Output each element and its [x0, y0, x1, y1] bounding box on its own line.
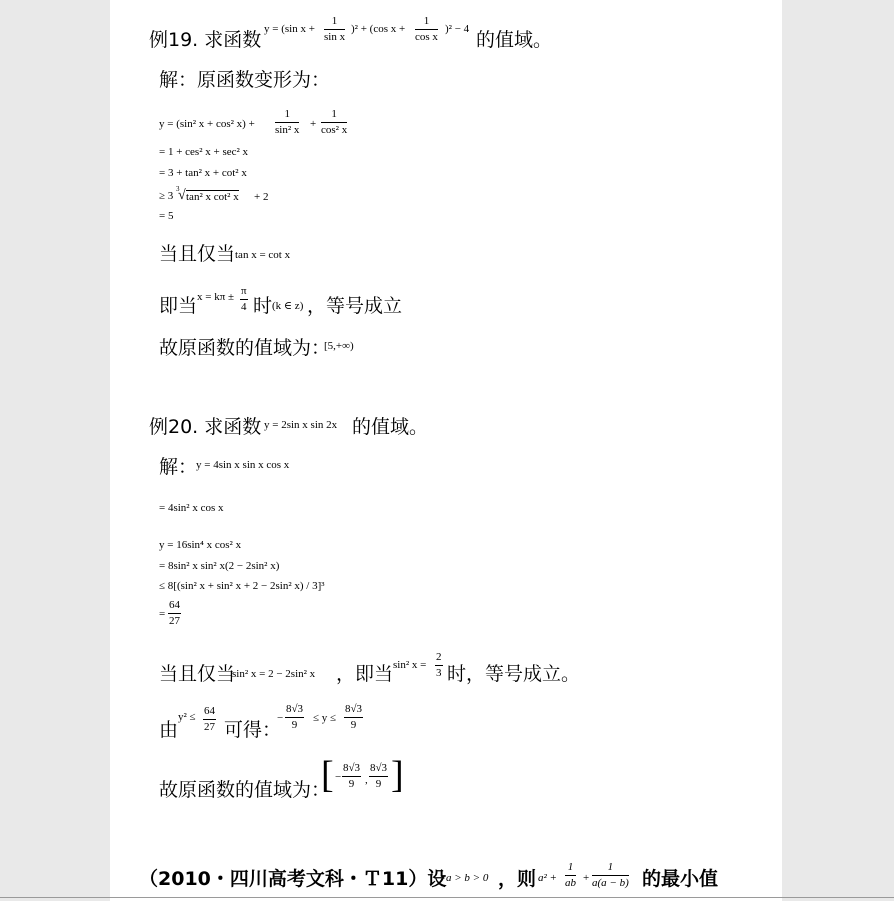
ex19-when-label: 即当 [159, 295, 198, 317]
ex19-step1-frac1: $\frac{1}{\text{sin² x}}$ [275, 108, 300, 136]
ex20-step0: y = 4sin x sin x cos x [196, 459, 290, 471]
ex20-condition-formula: sin² x = 2 − 2sin² x [232, 668, 316, 680]
next-problem-tail: 的最小值 [642, 868, 719, 890]
ex20-step4: ≤ 8[(sin² x + sin² x + 2 − 2sin² x) / 3]³ [159, 580, 325, 592]
ex19-when-k: (k ∈ z) [272, 300, 304, 312]
bottom-divider [0, 897, 894, 898]
ex20-range-comma: , [365, 774, 368, 786]
ex19-formula-y: y = (sin x + [264, 23, 315, 35]
ex19-suffix: 的值域。 [476, 29, 553, 51]
ex19-formula-frac1: $\frac{1}{\text{sin x}}$ [324, 15, 346, 43]
next-problem-condition: a > b > 0 [446, 872, 489, 884]
ex20-range-frac2: $\frac{8√3}{9}$ [370, 762, 388, 790]
ex19-step1-frac2: $\frac{1}{\text{cos² x}}$ [321, 108, 348, 136]
next-problem-mid: ，则 [498, 868, 537, 890]
next-problem-plus: + [583, 872, 590, 884]
next-problem-source: （2010・四川高考文科・Ｔ11）设 [139, 868, 447, 890]
ex20-range-open-bracket: [ [321, 754, 334, 796]
ex20-get-frac2: $\frac{8√3}{9}$ [345, 703, 363, 731]
ex20-condition-mid: ，即当 [336, 663, 394, 685]
ex20-formula: y = 2sin x sin 2x [264, 419, 338, 431]
ex19-formula-end: )² − 4 [445, 23, 470, 35]
ex20-range-minus: − [335, 771, 342, 783]
ex19-title: 例19. 求函数 [149, 29, 262, 51]
ex19-step4-root-index: 3 [176, 185, 180, 193]
ex20-from-label: 由 [159, 719, 179, 741]
ex20-step5-eq: = [159, 608, 166, 620]
ex20-get-label: 可得： [224, 719, 282, 741]
ex20-get-mid: ≤ y ≤ [313, 712, 337, 724]
ex19-when-formula: x = kπ ± [197, 291, 235, 303]
next-problem-frac2: $\frac{1}{a(a - b)}$ [592, 861, 629, 889]
ex19-condition-label: 当且仅当 [159, 243, 236, 265]
ex20-from-frac: $\frac{64}{27}$ [204, 705, 215, 733]
ex19-solution-label: 解：原函数变形为： [159, 69, 331, 91]
ex19-range-value: [5,+∞) [324, 340, 354, 352]
ex20-condition-label: 当且仅当 [159, 663, 236, 685]
ex20-title: 例20. 求函数 [149, 416, 262, 438]
ex20-get-minus: − [277, 712, 284, 724]
document-page [110, 0, 782, 901]
ex19-step1-plus: + [310, 118, 317, 130]
ex20-step2: y = 16sin⁴ x cos² x [159, 539, 242, 551]
ex19-step4-radicand: tan² x cot² x [186, 191, 239, 203]
ex19-step5: = 5 [159, 210, 174, 222]
ex20-condition-tail: 时，等号成立。 [447, 663, 581, 685]
ex19-range-label: 故原函数的值域为： [159, 337, 331, 359]
ex19-when-frac: $\frac{\pi}{4}$ [241, 285, 247, 313]
ex19-condition-formula: tan x = cot x [235, 249, 291, 261]
ex19-when-time: 时 [253, 295, 273, 317]
ex20-step1: = 4sin² x cos x [159, 502, 224, 514]
ex20-from-formula: y² ≤ [178, 711, 196, 723]
ex19-when-tail: ，等号成立 [307, 295, 403, 317]
ex19-formula-frac2: $\frac{1}{\text{cos x}}$ [415, 15, 438, 43]
ex20-range-close-bracket: ] [391, 754, 404, 796]
ex19-step3: = 3 + tan² x + cot² x [159, 167, 247, 179]
ex20-range-label: 故原函数的值域为： [159, 779, 331, 801]
next-problem-frac1: $\frac{1}{ab}$ [565, 861, 576, 889]
ex20-step3: = 8sin² x sin² x(2 − 2sin² x) [159, 560, 280, 572]
next-problem-expr: a² + [538, 872, 557, 884]
ex20-condition2-frac: $\frac{2}{3}$ [436, 651, 442, 679]
ex20-solution-label: 解： [159, 456, 198, 478]
ex19-step1: y = (sin² x + cos² x) + [159, 118, 255, 130]
ex19-step4-suffix: + 2 [254, 191, 269, 203]
ex20-condition2-formula: sin² x = [393, 659, 427, 671]
ex20-step5-frac: $\frac{64}{27}$ [169, 599, 180, 627]
ex19-step4-radical: √ [178, 188, 186, 203]
ex20-range-frac1: $\frac{8√3}{9}$ [343, 762, 361, 790]
ex19-step4-prefix: ≥ 3 [159, 190, 174, 202]
ex19-step2: = 1 + ces² x + sec² x [159, 146, 249, 158]
ex20-get-frac1: $\frac{8√3}{9}$ [286, 703, 304, 731]
ex19-formula-mid: )² + (cos x + [351, 23, 406, 35]
ex20-suffix: 的值域。 [352, 416, 429, 438]
